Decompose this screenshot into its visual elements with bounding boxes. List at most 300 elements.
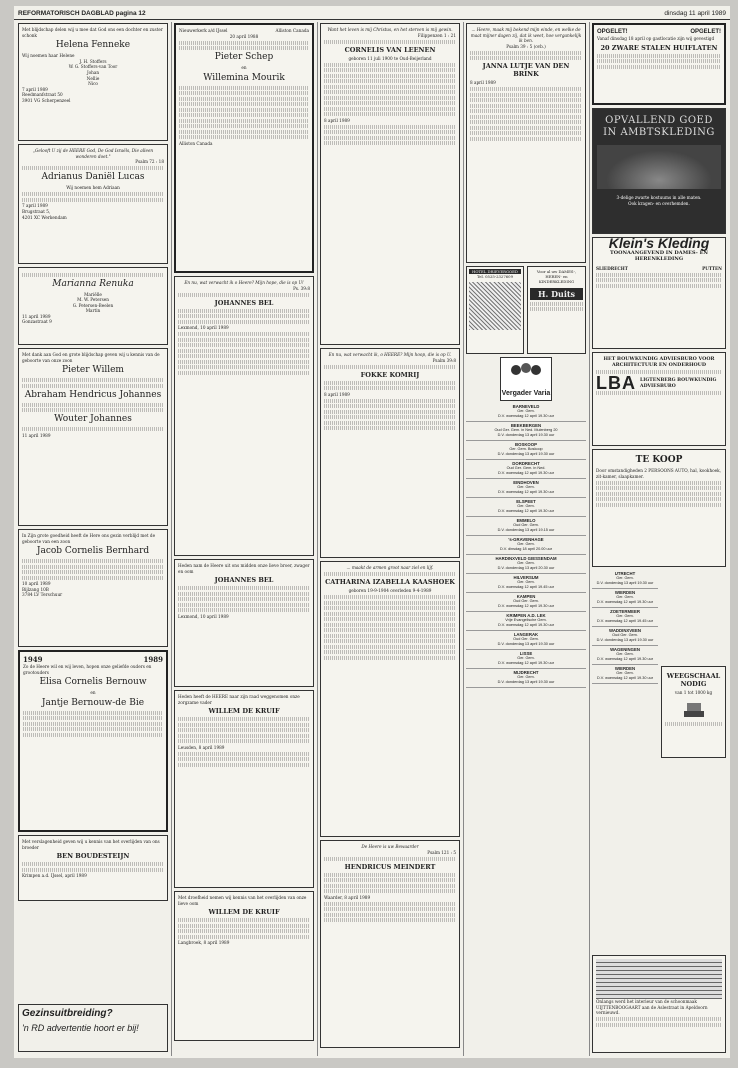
church-time: D.V. woensdag 12 april 19.30 uur — [497, 661, 554, 665]
ad-verse: ... Heere, maak mij bekend mijn einde, en welke de maat mijner dagen zij, dat ik weet, hoe vergankelijk ik ben. — [470, 27, 582, 44]
apeldoorn-text: Onlangs werd het interieur van de schoonmaak UIJTTENBOOGAART aan de Aslestraat in Apeldoorn vernieuwd. — [596, 999, 708, 1016]
ad-text-block — [470, 87, 582, 91]
ad-name: Pieter Willem — [62, 365, 124, 376]
opgelet-highlight: 20 ZWARE STALEN HUIFLATEN — [600, 43, 718, 52]
church-place: 's-GRAVENHAGE — [508, 537, 544, 542]
ad-text-block — [22, 192, 164, 196]
anniversary-ad-bernouw — [18, 650, 168, 832]
ad-text-block — [179, 102, 309, 106]
church-place: ZOETERMEER — [610, 609, 640, 614]
ad-date: Langbroek, 8 april 1989 — [178, 940, 230, 946]
hotel-ad — [466, 266, 524, 354]
ad-sub: geboren 11 juli 1900 te Oud-Beijerland — [348, 55, 432, 61]
ad-text-block — [597, 65, 721, 69]
church-listing — [466, 403, 586, 688]
ad-text-block — [324, 913, 456, 917]
ad-text-block — [324, 63, 456, 67]
ad-text-block — [597, 59, 721, 63]
church-place: LANGERAK — [513, 632, 539, 637]
ad-verse: De Heere is uw Bewaarder — [361, 844, 419, 849]
birth-ad-marianna — [18, 267, 168, 345]
ad-text-block — [470, 51, 582, 55]
death-ad-kaashoek — [320, 561, 460, 837]
church-time: D.V. woensdag 12 april 19.30 uur — [497, 490, 554, 494]
church-entry — [592, 608, 658, 627]
ad-text: Met droefheid nemen wij kennis van het overlijden van onze lieve oom — [178, 895, 307, 906]
ad-text-block — [23, 716, 163, 720]
kleins-logo: Klein's Kleding — [608, 237, 710, 251]
ad-text-block — [324, 101, 456, 105]
ad-text-block — [324, 612, 456, 616]
church-place: LISSE — [519, 651, 533, 656]
church-place: WAGENINGEN — [610, 647, 640, 652]
ad-family: G. Petersen-Beelen — [72, 302, 114, 308]
church-name: Ger. Gem. — [616, 576, 634, 580]
ad-text-block — [324, 40, 456, 44]
ad-name: CORNELIS VAN LEENEN — [344, 45, 436, 54]
birth-ad-pieter-willem — [18, 348, 168, 526]
kleins-location: PUTTEN — [702, 265, 722, 271]
ad-text-block — [179, 124, 309, 128]
ad-name: JOHANNES BEL — [214, 576, 274, 585]
ad-text-block — [596, 492, 722, 496]
church-time: D.V. woensdag 12 april 19.45 uur — [596, 619, 653, 623]
ad-text-block — [178, 371, 310, 375]
ad-text-block — [22, 559, 164, 563]
ad-address: Brugstraat 5, — [22, 208, 51, 214]
church-time: D.V. woensdag 12 april 19.30 uur — [497, 623, 554, 627]
ad-text-block — [324, 74, 456, 78]
church-place: EINDHOVEN — [513, 480, 539, 485]
ad-text-block — [324, 421, 456, 425]
ad-text-block — [324, 572, 456, 576]
church-time: D.V. donderdag 13 april 19.30 uur — [596, 581, 654, 585]
ad-text-block — [324, 873, 456, 877]
masthead-date: dinsdag 11 april 1989 — [664, 10, 726, 17]
ambtskleding-text: Ook kragen- en overhemden. — [628, 200, 690, 206]
church-name: Oud Ger. Gem. — [513, 523, 539, 527]
church-place: UTRECHT — [614, 571, 636, 576]
ad-text-block — [324, 415, 456, 419]
ad-text-block — [178, 717, 310, 721]
ad-text-block — [178, 757, 310, 761]
ad-text-block — [178, 935, 310, 939]
ad-text-block — [324, 857, 456, 861]
church-name: Vrije Evangelische Gem. — [505, 618, 547, 622]
ad-text-block — [22, 166, 164, 170]
ad-text-block — [178, 763, 310, 767]
ad-text-block — [324, 623, 456, 627]
ad-text-block — [324, 381, 456, 385]
ad-address: Alliston Canada — [179, 140, 213, 146]
ad-text-block — [179, 135, 309, 139]
ad-family: Martin — [85, 308, 101, 314]
ad-name: Pieter Schep — [214, 52, 274, 63]
ad-text-block — [22, 198, 164, 202]
ad-text-block — [179, 113, 309, 117]
ad-text-block — [23, 711, 163, 715]
ad-text-block — [324, 617, 456, 621]
church-place: WADDINXVEEN — [609, 628, 641, 633]
ambtskleding-ad — [592, 108, 726, 234]
ad-address: 3784 LV Terschuur — [22, 592, 63, 598]
ad-sub: Wij noemen hem Adriaan — [66, 185, 120, 191]
ad-text-block — [470, 131, 582, 135]
column-2 — [174, 23, 314, 1055]
ad-text-block — [178, 354, 310, 358]
ad-text-block — [324, 650, 456, 654]
ad-name: BEN BOUDESTEIJN — [56, 852, 130, 861]
church-place: HARDINXVELD GIESSENDAM — [495, 556, 557, 561]
ad-year-start: 1949 — [23, 655, 43, 664]
ad-name: Wouter Johannes — [54, 414, 132, 425]
te-koop-ad — [592, 449, 726, 567]
ad-text-block — [178, 592, 310, 596]
column-4 — [466, 23, 586, 1055]
ad-text-block — [596, 273, 722, 277]
ad-text: Zo de Heere wil en wij leven, hopen onze geliefde ouders en grootouders — [23, 664, 152, 675]
ad-text-block — [665, 722, 722, 726]
church-place: WIERDEN — [614, 590, 636, 595]
church-entry — [466, 631, 586, 650]
ad-address: Bijlzang 10B — [22, 586, 49, 592]
church-entry — [466, 574, 586, 593]
ad-text-block — [179, 46, 309, 50]
ad-place: Nieuwerkerk a/d IJssel — [179, 28, 228, 33]
ad-text-block — [596, 1023, 722, 1027]
ad-text-block — [178, 723, 310, 727]
hotel-name: HOTEL DRIEVERGOED — [469, 269, 521, 274]
ad-text-block — [596, 497, 722, 501]
church-time: D.V. woensdag 12 april 19.30 uur — [497, 471, 554, 475]
ad-address: 4201 XC Werkendam — [22, 214, 67, 220]
ad-text-block — [324, 918, 456, 922]
ad-verse: En nu, wat verwacht ik, o HEERE? Mijn hoop, die is op U. — [328, 352, 452, 357]
masthead-title: REFORMATORISCH DAGBLAD pagina 12 — [18, 10, 146, 17]
ad-verse-ref: Psalm 39 : 5 (ovb.) — [506, 43, 546, 49]
ad-text-block — [178, 603, 310, 607]
church-entry — [466, 536, 586, 555]
opgelet-text: Vanaf dinsdag 18 april op gastlocatie zijn wij gevestigd — [597, 36, 715, 41]
ad-text-block — [178, 586, 310, 590]
ad-text-block — [22, 273, 164, 277]
ad-name: CATHARINA IZABELLA KAASHOEK — [325, 578, 455, 587]
church-entry — [466, 441, 586, 460]
ad-family: M. W. Petersen — [77, 297, 109, 303]
ad-text-block — [178, 734, 310, 738]
church-name: Ger. Gem. — [616, 614, 634, 618]
church-time: D.V. woensdag 12 april 19.30 uur — [497, 414, 554, 418]
ad-text-block — [597, 54, 721, 58]
lba-heading: HET BOUWKUNDIG ADVIESBURO VOOR ARCHITECTUUR EN ONDERHOUD — [603, 356, 715, 368]
ad-text-block — [178, 918, 310, 922]
ad-text-block — [179, 119, 309, 123]
church-name: Ger. Gem. — [517, 580, 535, 584]
ad-text-block — [470, 120, 582, 124]
ad-text-block — [324, 639, 456, 643]
church-name: Ger. Gem. — [517, 675, 535, 679]
promo-subtitle: 'n RD advertentie hoort er bij! — [22, 1023, 139, 1033]
column-rule — [317, 22, 318, 1056]
ad-text-block — [470, 109, 582, 113]
ad-text-block — [23, 727, 163, 731]
church-time: D.V. donderdag 13 april 20.30 uur — [497, 566, 555, 570]
ad-text: Heden nam de Heere uit ons midden onze lieve broer, zwager en oom — [178, 563, 310, 574]
church-place: BOSKOOP — [515, 442, 537, 447]
ad-date: 11 april 1989 — [22, 432, 51, 438]
ad-text-block — [470, 98, 582, 102]
ad-text-block — [324, 125, 456, 129]
lba-logo: LBA — [596, 372, 636, 393]
ad-text-block — [324, 595, 456, 599]
ad-verse-ref: Psalm 72 : 18 — [135, 159, 164, 165]
ad-text-block — [324, 656, 456, 660]
ad-text-block — [324, 79, 456, 83]
ad-text-block — [178, 314, 310, 318]
ad-text-block — [179, 86, 309, 90]
ad-date: Krimpen a.d. IJssel, april 1989 — [22, 873, 87, 879]
church-entry — [466, 479, 586, 498]
ad-text-block — [596, 481, 722, 485]
hotel-phone: Tel. 0525-2327609 — [477, 274, 513, 279]
ad-text-block — [596, 278, 722, 282]
anniversary-ad-schep — [174, 23, 314, 273]
ad-verse: Want het leven is mij Christus, en het sterven is mij gewin. — [327, 27, 453, 32]
church-time: D.V. woensdag 12 april 19.30 uur — [596, 600, 653, 604]
ad-text-block — [22, 862, 164, 866]
weegschaal-title: WEEGSCHAAL NODIG — [666, 672, 721, 688]
ad-text-block — [324, 112, 456, 116]
church-entry — [466, 555, 586, 574]
death-ad-lutje — [466, 23, 586, 263]
ad-sub: Mariëlle — [84, 291, 102, 297]
ad-text-block — [324, 426, 456, 430]
ad-text-block — [22, 403, 164, 407]
ad-address: Gonzastraat 9 — [22, 319, 52, 325]
ad-verse-ref: Psalm 121 : 5 — [427, 849, 456, 855]
church-time: D.V. dinsdag 18 april 20.00 uur — [500, 547, 552, 551]
column-3 — [320, 23, 460, 1055]
column-rule — [171, 22, 172, 1056]
ad-text-block — [23, 733, 163, 737]
ad-text-block — [470, 104, 582, 108]
ad-text-block — [178, 332, 310, 336]
church-name: Ger. Gem. — [616, 671, 634, 675]
meeting-icon — [501, 358, 551, 386]
ad-text-block — [178, 608, 310, 612]
church-entry — [592, 665, 658, 684]
church-entry — [466, 498, 586, 517]
ad-name: HENDRICUS MEINDERT — [344, 862, 436, 871]
ad-text-block — [22, 408, 164, 412]
church-name: Ger. Gem. — [517, 409, 535, 413]
opgelet-ad — [592, 23, 726, 105]
church-time: D.V. donderdag 13 april 19.30 uur — [497, 433, 555, 437]
ad-text-block — [179, 91, 309, 95]
ad-text-block — [22, 384, 164, 388]
ad-name: Marianna Renuka — [52, 278, 134, 289]
ad-text-block — [178, 309, 310, 313]
death-ad-meindert — [320, 840, 460, 1048]
ad-name: WILLEM DE KRUIF — [208, 908, 280, 917]
church-time: D.V. woensdag 12 april 19.30 uur — [497, 604, 554, 608]
weegschaal-sub: van 1 tot 1000 kg — [674, 690, 713, 695]
church-place: DORDRECHT — [512, 461, 540, 466]
ad-date: Waarder, 8 april 1989 — [324, 894, 371, 900]
ad-address: Reedmanfstraat 50 — [22, 92, 63, 98]
church-name: Oud Ger. Gem. — [612, 633, 638, 637]
fashion-ad-duits — [527, 266, 586, 354]
ad-date: 10 april 1989 — [22, 581, 51, 587]
scale-icon — [679, 699, 709, 719]
church-time: D.V. donderdag 13 april 19.30 uur — [497, 642, 555, 646]
church-name: Oud Ger. Gem. in Ned. — [506, 466, 546, 470]
ad-name: FOKKE KOMRIJ — [360, 370, 420, 379]
birth-ad-jacob — [18, 529, 168, 647]
ad-text-block — [324, 365, 456, 369]
ad-date: 20 april 1988 — [229, 33, 259, 39]
church-time: D.V. donderdag 13 april 19.30 uur — [497, 680, 555, 684]
ad-text-block — [178, 728, 310, 732]
ad-text-block — [178, 343, 310, 347]
ad-name: JANNA LUTJE VAN DEN BRINK — [482, 62, 570, 79]
ad-text-block — [324, 404, 456, 408]
ad-text-block — [324, 902, 456, 906]
ad-text-block — [530, 302, 583, 306]
death-ad-de-kruif-1 — [174, 690, 314, 888]
ambtskleding-photo — [597, 145, 721, 189]
ad-text-block — [470, 93, 582, 97]
church-place: BARNEVELD — [512, 404, 540, 409]
ad-text-block — [324, 878, 456, 882]
church-name: Oud Ger. Gem. in Ned. Mulenberg 20 — [494, 428, 558, 432]
ad-text-block — [179, 97, 309, 101]
ad-text-block — [324, 399, 456, 403]
church-time: D.V. woensdag 12 april 19.30 uur — [596, 676, 653, 680]
column-1 — [18, 23, 168, 1055]
church-time: D.V. donderdag 13 april 19.30 uur — [497, 452, 555, 456]
church-entry — [466, 460, 586, 479]
ad-text-block — [324, 606, 456, 610]
ad-name: Willemina Mourik — [203, 72, 285, 83]
church-entry — [592, 589, 658, 608]
church-entry — [466, 650, 586, 669]
ad-date: Leusden, 8 april 1989 — [178, 744, 225, 750]
weegschaal-ad — [661, 666, 726, 758]
ad-text-block — [324, 907, 456, 911]
ad-text-block — [178, 752, 310, 756]
ad-sub: Wij noemen haar Helene — [22, 53, 75, 59]
ad-text-block — [178, 338, 310, 342]
church-name: Ger. Gem. — [616, 652, 634, 656]
ad-year-end: 1989 — [143, 655, 163, 664]
church-entry — [466, 669, 586, 688]
church-place: KAMPEN — [516, 594, 536, 599]
ad-text: Met verslagenheid geven wij u kennis van het overlijden van ons broeder — [22, 839, 160, 850]
church-place: ELSPEET — [516, 499, 536, 504]
ad-text-block — [596, 486, 722, 490]
ad-text-block — [178, 349, 310, 353]
church-name: Ger. Gem. — [517, 656, 535, 660]
opgelet-heading: OPGELET! — [597, 29, 628, 35]
ad-address: 3901 VG Scherpenzeel — [22, 97, 71, 103]
ad-text-block — [22, 570, 164, 574]
ad-verse: En nu, wat verwacht ik o Heere? Mijn hope, die is op U! — [184, 280, 304, 285]
church-entry — [592, 627, 658, 646]
ad-text-block — [324, 96, 456, 100]
ad-text-block — [596, 391, 722, 395]
ad-name: Helena Fenneke — [55, 40, 131, 51]
ad-text-block — [324, 141, 456, 145]
ad-date: Lexmond, 10 april 1989 — [178, 325, 229, 331]
ad-text-block — [596, 1017, 722, 1021]
birth-ad-helena — [18, 23, 168, 141]
ad-name: Jantje Bernouw-de Bie — [41, 697, 145, 708]
ad-family: Johan — [86, 69, 100, 75]
ad-text-block — [178, 293, 310, 297]
ambtskleding-title: OPVALLEND GOED IN AMBTSKLEDING — [603, 115, 715, 138]
apeldoorn-photo — [596, 959, 722, 999]
church-name: Ger. Gem. — [616, 595, 634, 599]
ad-text-block — [470, 115, 582, 119]
church-name: Ger. Gem. — [517, 504, 535, 508]
ad-text-block — [324, 85, 456, 89]
newspaper-page — [14, 6, 730, 1058]
death-ad-van-leenen — [320, 23, 460, 345]
death-ad-bel-2 — [174, 559, 314, 687]
ad-text-block — [179, 130, 309, 134]
vergader-varia-logo — [500, 357, 552, 401]
ad-text-block — [324, 136, 456, 140]
ad-text-block — [324, 889, 456, 893]
ad-text-block — [178, 597, 310, 601]
ad-text-block — [22, 868, 164, 872]
death-ad-komrij — [320, 348, 460, 558]
ad-date: 7 april 1989 — [22, 203, 48, 209]
ad-text: Met blijdschap delen wij u mee dat God ons een dochter en zuster schonk — [22, 27, 163, 38]
ad-text-block — [179, 41, 309, 45]
church-entry — [592, 646, 658, 665]
ad-text-block — [530, 307, 583, 311]
kleins-location: SLIEDRECHT — [596, 265, 628, 271]
ad-verse-ref: Psalm 39:8 — [432, 357, 456, 363]
ad-text-block — [324, 628, 456, 632]
ad-name: JOHANNES BEL — [214, 298, 274, 307]
church-entry — [466, 422, 586, 441]
church-entry — [466, 403, 586, 422]
column-rule — [463, 22, 464, 1056]
ad-verse: „Gelooft U zij de HEERE God, De God Israëls, Die alleen wonderen doet." — [32, 148, 154, 159]
ad-verse-ref: Filippenzen 1 : 21 — [417, 32, 456, 38]
ad-text-block — [596, 284, 722, 288]
death-ad-bel-1 — [174, 276, 314, 556]
church-place: KRIMPEN A.D. LEK — [506, 613, 546, 618]
death-ad-boudesteijn — [18, 835, 168, 901]
te-koop-text: Door omstandigheden 2 PERSOONS AUTO, hal, kookhoek, zit-kamer, slaapkamer. — [596, 468, 722, 479]
ad-place: Alliston Canada — [275, 28, 309, 33]
ad-text-block — [22, 576, 164, 580]
ad-text-block — [178, 365, 310, 369]
promo-title: Gezinsuitbreiding? — [22, 1008, 113, 1019]
ad-conjunction: en — [241, 65, 247, 71]
church-entry — [466, 612, 586, 631]
lba-name: LIGTENBERG BOUWKUNDIG ADVIESBURO — [640, 377, 717, 389]
ad-family: W. G. Stoffers-van Toor — [68, 64, 118, 70]
apeldoorn-ad — [592, 955, 726, 1053]
church-time: D.V. donderdag 13 april 19.30 uur — [596, 638, 654, 642]
promo-ad-gezinsuitbreiding — [18, 1004, 168, 1052]
ad-text-block — [324, 107, 456, 111]
